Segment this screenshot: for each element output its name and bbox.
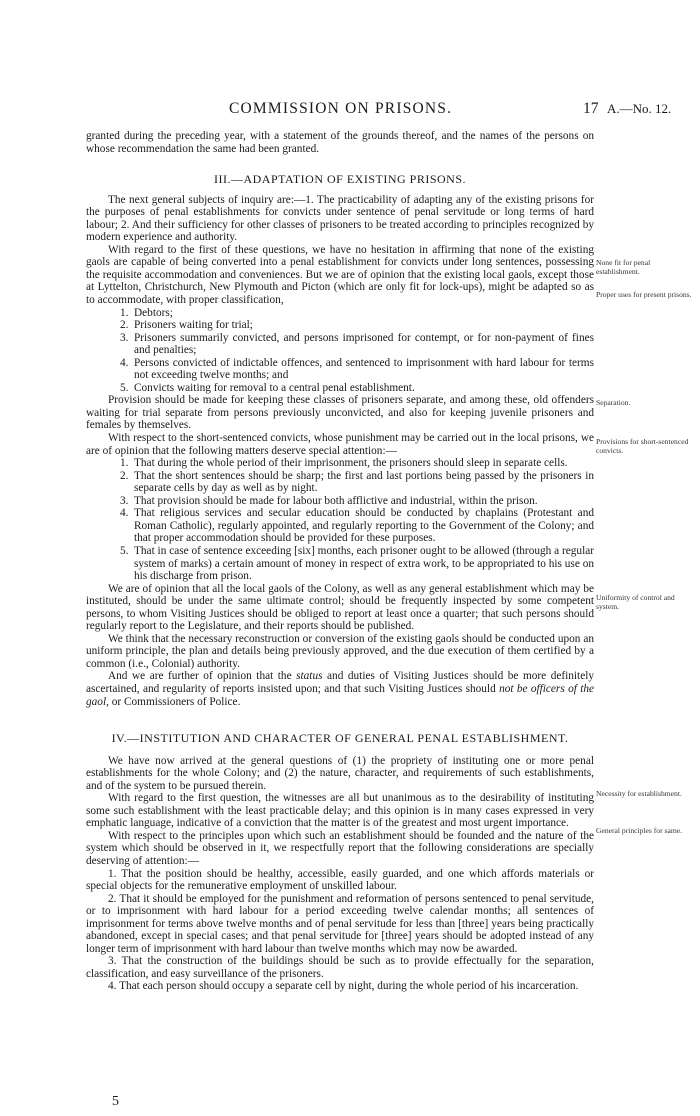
document-reference: A.—No. 12. [607,101,672,116]
margin-note: Uniformity of control and system. [596,593,675,611]
margin-note: Proper uses for present prisons. [596,290,692,299]
running-title: COMMISSION ON PRISONS. [229,100,453,117]
list-item: 3. That provision should be made for labour both afflictive and industrial, within the prison. [120,494,538,507]
list-item: 3. That the construction of the buildings should be such as to provide effectually for the separation, classification, and easy surveillance of the prisoners. [86,955,594,980]
section-3-paragraph-6: We think that the necessary reconstruction or conversion of the existing gaols should be conducted upon an uniform principle, the plan and details being previously approved, and the due execution of them certified by a common (i.e., Colonial) authority. [86,632,594,670]
list-item: 3. Prisoners summarily convicted, and persons imprisoned for contempt, or for non-payment of fines and penalties; [120,331,594,357]
section-3-paragraph-5: We are of opinion that all the local gaols of the Colony, as well as any general establishment which may be instituted, should be under the same ultimate control; should be frequently inspected by some competent persons, to whom Visiting Justices should be obliged to report at least once a quarter; that such persons should regularly report to the Legislature, and their reports should be published. [86,582,594,633]
list-item: 4. That religious services and secular education should be conducted by chaplains (Protestant and Roman Catholic), regularly appointed, and regularly reporting to the Government of the Colony; and that proper accommodation should be provided for these purposes. [120,507,594,545]
list-item: 1. That during the whole period of their imprisonment, the prisoners should sleep in separate cells. [120,457,568,470]
margin-note: Necessity for establishment. [596,789,682,798]
prisoner-classes-list [86,307,594,395]
section-4-paragraph-2: With regard to the first question, the witnesses are all but unanimous as to the desirability of instituting some such establishment with the least practicable delay; and this opinion is in many cases expressed in very emphatic language, indicative of a conviction that the matter is of the greatest and most urgent importance. [86,792,594,830]
margin-note: Provisions for short-sentenced convicts. [596,437,689,455]
section-3-heading: III.—ADAPTATION OF EXISTING PRISONS. [213,172,467,187]
list-item: 1. Debtors; [120,306,173,319]
list-item: 5. Convicts waiting for removal to a central penal establishment. [120,381,415,394]
list-item: 2. That the short sentences should be sharp; the first and last portions being passed by the prisoners in separate cells by day as well as by night. [120,469,594,495]
section-4-heading: IV.—INSTITUTION AND CHARACTER OF GENERAL PENAL ESTABLISHMENT. [111,731,569,746]
margin-note: Separation. [596,398,631,407]
signature-mark: 5 [112,1094,119,1109]
section-4-paragraph-3: With respect to the principles upon which such an establishment should be founded and the nature of the system which should be observed in it, we respectfully report that the following considerations are specially deserving of attention:— [86,829,594,867]
list-item: 2. Prisoners waiting for trial; [120,319,253,332]
section-3-paragraph-4: With respect to the short-sentenced convicts, whose punishment may be carried out in the local prisons, we are of opinion that the following matters deserve special attention:— [86,432,594,457]
list-item: 5. That in case of sentence exceeding [six] months, each prisoner ought to be allowed (through a regular system of marks) a certain amount of money in respect of extra work, to be appropriated to his use on his discharge from prison. [120,544,594,583]
list-item: 4. Persons convicted of indictable offences, and sentenced to imprisonment with hard labour for terms not exceeding twelve months; and [120,356,594,382]
list-item: 1. That the position should be healthy, accessible, easily guarded, and one which affords materials or special objects for the remunerative employment of unskilled labour. [86,867,594,893]
page-number: 17 [583,100,599,117]
section-4-paragraph-1: We have now arrived at the general questions of (1) the propriety of instituting one or more penal establishments for the whole Colony; and (2) the nature, character, and requirements of such establishments, and of the system to be pursued therein. [86,754,594,792]
section-3-paragraph-3: Provision should be made for keeping these classes of prisoners separate, and among these, old offenders waiting for trial separate from persons previously unconvicted, and also for keeping juvenile prisoners and females by themselves. [86,394,594,432]
short-sentence-list [86,457,594,582]
section-3-paragraph-2: With regard to the first of these questions, we have no hesitation in affirming that none of the existing gaols are capable of being converted into a penal establishment for convicts under long sentences, possessing the requisite accommodation and conveniences. But we are of opinion that the existing local gaols, except those at Lyttelton, Christchurch, New Plymouth and Picton (which are only fit for lock-ups), might be adapted so as to accommodate, with proper classification, [86,243,594,307]
section-3-paragraph-7: And we are further of opinion that the status and duties of Visiting Justices should be more definitely ascertained, and regularity of reports insisted upon; and that such Visiting Justices should not be officers of the gaol, or Commissioners of Police. [86,670,594,708]
margin-note: None fit for penal establishment. [596,258,651,276]
section-3-paragraph-1: The next general subjects of inquiry are:—1. The practicability of adapting any of the existing prisons for the purposes of penal establishments for convicts under sentence of penal servitude or long terms of hard labour; 2. And their sufficiency for other classes of prisoners to be treated according to principles recognized by modern experience and authority. [86,193,594,244]
list-item: 2. That it should be employed for the punishment and reformation of persons sentenced to penal servitude, or to imprisonment with hard labour for a period exceeding twelve calendar months; all sentences of imprisonment for terms above twelve months and of penal servitude for less than [three] years being practically abandoned, except in special cases; and that penal servitude for [three] years should be adopted instead of any longer term of imprisonment with hard labour than twelve months which may now be awarded. [86,892,595,955]
page-header [0,100,700,120]
intro-paragraph: granted during the preceding year, with a statement of the grounds thereof, and the names of the persons on whose recommendation the same had been granted. [86,130,594,155]
principles-list [86,868,594,993]
body-text [86,130,594,993]
margin-note: General principles for same. [596,826,683,835]
list-item: 4. That each person should occupy a separate cell by night, during the whole period of his incarceration. [108,980,579,993]
